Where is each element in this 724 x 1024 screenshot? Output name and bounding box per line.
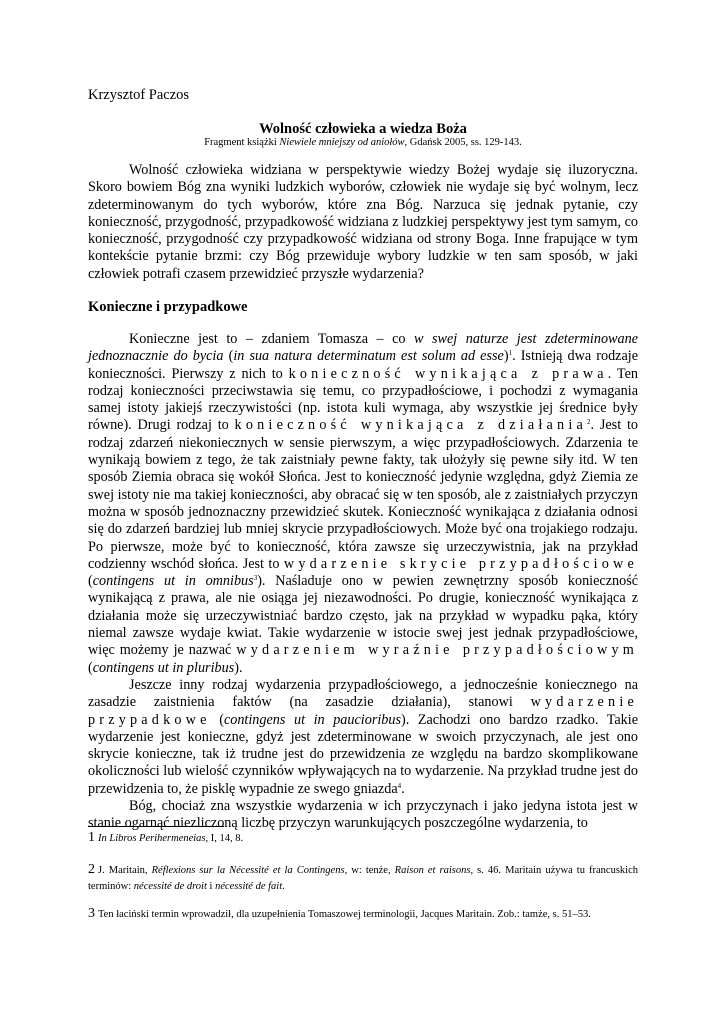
spaced-term: konieczność wynikająca z działania (234, 417, 587, 434)
spaced-term: wydarzenie przypadkowe (88, 694, 638, 728)
italic-run: Raison et raisons (394, 865, 471, 876)
spaced-term: konieczność wynikająca z prawa (288, 365, 608, 382)
text-run: . Jest to rodzaj zdarzeń niekoniecznych w sensie pierwszym, a więc przypadłościowych. Zdarzenia te wynikają bowiem z tego, że tak zaistniały pewne fakty, tak ułożyły się pewne siły itd. W ten sposób Ziemia obraca się wokół Słońca. Jest to konieczność jedynie względna, gdyż Ziemia ze swej istoty nie ma takiej konieczności, aby obracać się w ten sposób, ale z zaistniałych przyczyn można w sposób jednoznaczny przewidzieć skutek. Konieczność wynikająca z działania odnosi się do zdarzeń bardziej lub mniej skrycie przypadłościowych. Może być ona trojakiego rodzaju. Po pierwsze, może być to konieczność, która zawsze się urzeczywistnia, jak na przykład codzienny wschód słońca. Jest to (88, 417, 638, 572)
italic-run: contingens ut in paucioribus (223, 711, 401, 728)
text-run: . Istnieją dwa rodzaje konieczności. Pierwszy z nich to (88, 348, 639, 382)
text-run: ). Naśladuje ono w pewien zewnętrzny sposób konieczność wynikającą z prawa, ale nie osiąga jej niezawodności. Po drugie, konieczność wynikająca z działania może się urzeczywistniać bardzo często, jak na przykład w wypadku pąka, który niemal zawsze wydaje kwiat. Takie wydarzenie w istocie swej jest jednak przypadłościowe, więc możemy je nazwać (88, 573, 639, 659)
italic-run: contingens ut in pluribus (92, 659, 235, 676)
text-run: . (282, 881, 285, 892)
subtitle-suffix: , Gdańsk 2005, ss. 129-143. (404, 137, 522, 148)
footnote-number: 1 (88, 830, 95, 845)
author-name: Krzysztof Paczos (88, 87, 190, 103)
italic-run: nécessité de fait (215, 881, 283, 892)
text-run: . (401, 780, 405, 797)
footnote-2 (88, 862, 638, 895)
subtitle-book-title: Niewiele mniejszy od aniołów (279, 137, 405, 148)
paragraph-2 (88, 677, 638, 798)
footnote-ref-2[interactable]: 2 (587, 418, 591, 427)
footnote-separator (88, 826, 224, 827)
text-run: ). Zachodzi ono bardzo rzadko. Takie wydarzenie jest konieczne, gdyż jest zdeterminowane w swoich przyczynach, ale jest ono skrycie konieczne, tak iż trudne jest do przewidzenia ze względu na bardzo skomplikowane okoliczności lub wielość czynników wpływających na to wydarzenie. Na przykład trudne jest do przewidzenia to, że pisklę wypadnie ze swego gniazda (88, 711, 639, 797)
intro-paragraph: Wolność człowieka widziana w perspektywie wiedzy Bożej wydaje się iluzoryczna. Skoro bowiem Bóg zna wyniki ludzkich wyborów, człowiek nie wydaje się być wolnym, lecz zdeterminowanym do tych wyborów, które zna Bóg. Narzuca się jednak pytanie, czy konieczność, przygodność, przypadkowość widziana z ludzkiej perspektywy jest tym samym, co konieczność, przygodność czy przypadkowość widziana od strony Boga. Inne frapujące w tym kontekście pytanie brzmi: czy Bóg przewiduje wybory ludzkie w ten sam sposób, w jaki człowiek potrafi czasem przewidzieć przyszłe wydarzenia? (88, 162, 638, 282)
italic-run: contingens ut in omnibus (92, 573, 254, 590)
text-run: . Ten rodzaj konieczności przeciwstawia się temu, co przypadłościowe, i pochodzi z wymagania samej istoty jakiejś rzeczywistości (np. istota kuli wymaga, aby wszystkie jej średnice były równe). Drugi rodzaj to (88, 365, 638, 434)
text-run: Konieczne jest to – zdaniem Tomasza – co (129, 331, 415, 347)
italic-run: nécessité de droit (133, 881, 207, 892)
text-run: ( (88, 659, 93, 676)
text-run: ) (503, 348, 509, 365)
text-run: Jeszcze inny rodzaj wydarzenia przypadłościowego, a jednocześnie koniecznego na zasadzie zaistnienia faktów (na zasadzie działania), stanowi (88, 676, 638, 711)
text-run: J. Maritain, (98, 865, 152, 876)
body-text (88, 331, 638, 833)
footnote-number: 3 (88, 906, 95, 921)
article-subtitle (88, 137, 638, 148)
footnote-ref-3[interactable]: 3 (253, 574, 258, 583)
text-run: i (206, 881, 216, 892)
italic-run: w swej naturze jest zdeterminowane jednoznacznie do bycia (88, 331, 638, 365)
footnote-ref-1[interactable]: 1 (508, 349, 513, 358)
spaced-term: wydarzeniem wyraźnie przypadłościowym (236, 642, 638, 659)
text-run: , s. 46. Maritain używa tu francuskich terminów: (88, 865, 638, 892)
footnote-number: 2 (88, 862, 95, 877)
paragraph-1 (88, 331, 638, 677)
footnote-3 (88, 906, 638, 923)
article-title: Wolność człowieka a wiedza Boża (259, 121, 467, 137)
footnote-ref-4[interactable]: 4 (397, 781, 402, 790)
text-run: ). (234, 659, 243, 676)
italic-run: Réflexions sur la Nécessité et la Contingens (151, 865, 345, 876)
paragraph-3: Bóg, chociaż zna wszystkie wydarzenia w ich przyczynach i jako jedyna istota jest w stanie ogarnąć niezliczoną liczbę przyczyn warunkujących poszczególne wydarzenia, to (88, 798, 638, 832)
italic-run: in sua natura determinatum est solum ad esse (233, 348, 504, 365)
spaced-term: wydarzenie skrycie przypadłościowe (283, 555, 638, 572)
footnote-1 (88, 830, 638, 847)
text-run: , w: tenże, (344, 865, 395, 876)
subtitle-prefix: Fragment książki (204, 137, 280, 148)
section-heading: Konieczne i przypadkowe (88, 299, 248, 315)
text-run: Ten łaciński termin wprowadził, dla uzupełnienia Tomaszowej terminologii, Jacques Maritain. Zob.: tamże, s. 51–53. (98, 909, 591, 920)
text-run: , I, 14, 8. (205, 833, 244, 844)
text-run: ( (88, 573, 93, 590)
italic-run: In Libros Perihermeneias (98, 833, 206, 844)
text-run: ( (223, 348, 234, 365)
text-run: ( (210, 711, 224, 728)
